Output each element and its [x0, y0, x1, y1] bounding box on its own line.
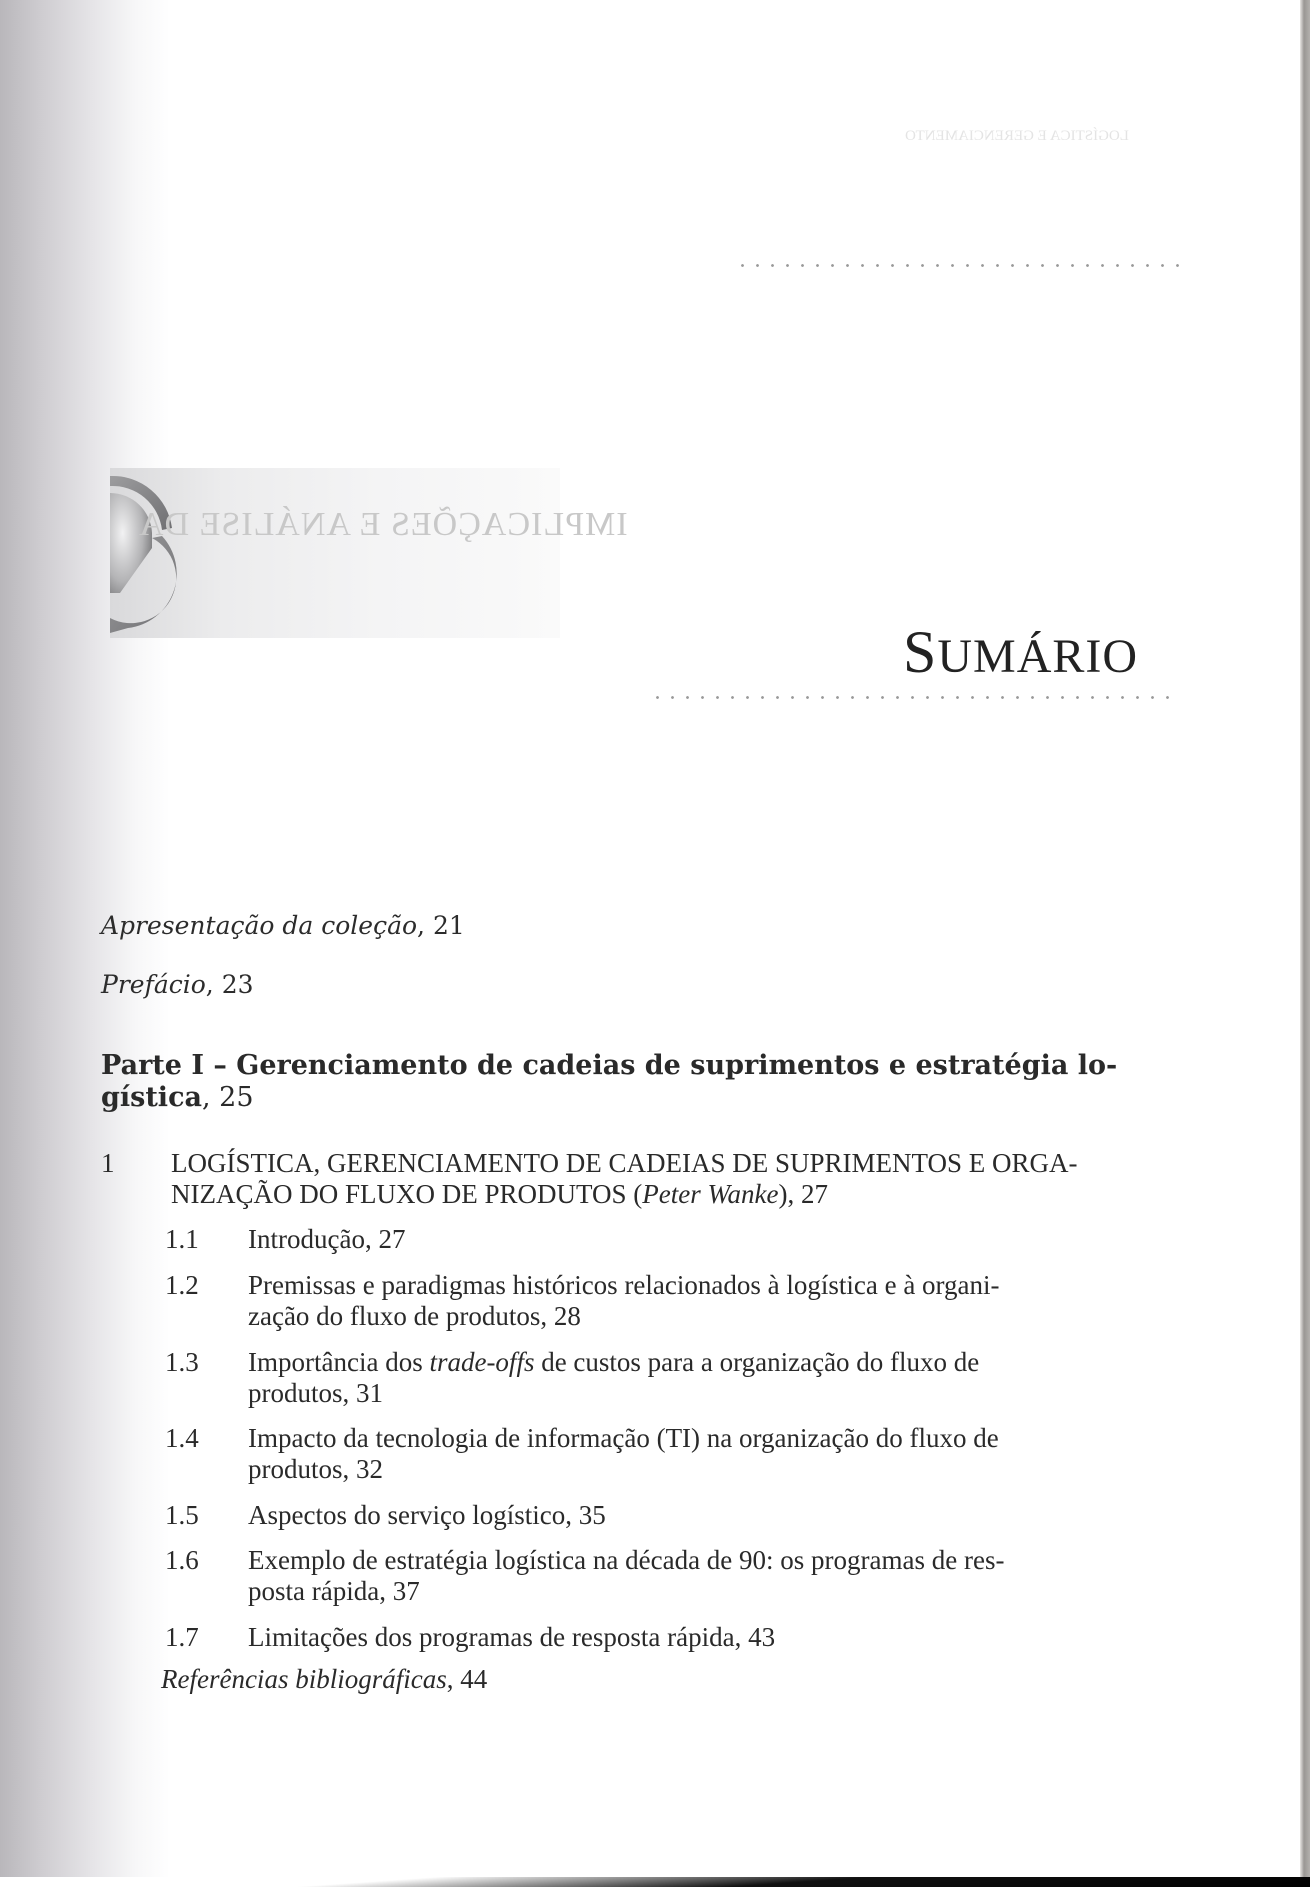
section-number: 1.5 — [165, 1500, 199, 1530]
toc-entry-apresentacao[interactable]: Apresentação da coleção, 21 — [101, 911, 465, 940]
page-right-edge — [1300, 0, 1310, 1887]
title-dotted-rule — [650, 696, 1180, 699]
emblem-arc-icon — [110, 468, 560, 638]
chapter-title-line2: NIZAÇÃO DO FLUXO DE PRODUTOS ( — [171, 1179, 643, 1209]
toc-entry-page: 23 — [221, 970, 254, 999]
section-title: Aspectos do serviço logístico, 35 — [248, 1500, 606, 1530]
toc-entry-label: Prefácio — [101, 970, 206, 999]
section-number: 1.7 — [165, 1622, 199, 1652]
chapter-emblem — [110, 468, 628, 638]
section-term-tradeoffs: trade-offs — [429, 1347, 535, 1377]
toc-entry-prefacio[interactable]: Prefácio, 23 — [101, 970, 254, 999]
part-page: 25 — [219, 1082, 254, 1113]
book-gutter-shadow — [0, 0, 170, 1887]
page-title — [903, 619, 1139, 685]
page-title-initial: S — [903, 619, 938, 685]
toc-references[interactable]: Referências bibliográficas, 44 — [161, 1664, 488, 1694]
emblem-ghost-text: IMPLICAÇÕES E ANÁLISE DA — [138, 506, 628, 543]
part-title-line2: gística — [101, 1082, 202, 1113]
references-label: Referências bibliográficas — [161, 1664, 447, 1694]
top-dotted-rule — [735, 264, 1185, 267]
references-page: 44 — [460, 1664, 488, 1694]
toc-part-1[interactable]: Parte I – Gerenciamento de cadeias de suprimentos e estratégia lo- gística, 25 — [101, 1050, 1118, 1113]
section-title-line2: produtos, 32 — [248, 1454, 383, 1484]
page-title-rest: UMÁRIO — [937, 630, 1139, 683]
section-number: 1.3 — [165, 1347, 199, 1377]
toc-entry-label: Apresentação da coleção — [101, 911, 418, 940]
section-title-line1: Exemplo de estratégia logística na década de 90: os programas de res- — [248, 1545, 1005, 1575]
page-bottom-edge — [0, 1877, 1310, 1887]
section-title-line1: Premissas e paradigmas históricos relacionados à logística e à organi- — [248, 1270, 1000, 1300]
section-title: Limitações dos programas de resposta rápida, 43 — [248, 1622, 776, 1652]
section-title-line2: zação do fluxo de produtos, 28 — [248, 1301, 581, 1331]
section-title: Introdução, 27 — [248, 1224, 406, 1254]
chapter-author: Peter Wanke — [642, 1179, 779, 1209]
toc-entry-page: 21 — [432, 911, 465, 940]
chapter-number: 1 — [101, 1148, 115, 1178]
section-number: 1.1 — [165, 1224, 199, 1254]
chapter-title-line1: LOGÍSTICA, GERENCIAMENTO DE CADEIAS DE SUPRIMENTOS E ORGA- — [171, 1148, 1078, 1178]
section-number: 1.2 — [165, 1270, 199, 1300]
section-title-line2: posta rápida, 37 — [248, 1576, 420, 1606]
section-title-line2: produtos, 31 — [248, 1378, 383, 1408]
section-number: 1.6 — [165, 1545, 199, 1575]
section-title-line1: Impacto da tecnologia de informação (TI) na organização do fluxo de — [248, 1423, 999, 1453]
section-number: 1.4 — [165, 1423, 199, 1453]
ghost-running-header: LOGÍSTICA E GERENCIAMENTO — [905, 128, 1129, 144]
part-title-line1: Parte I – Gerenciamento de cadeias de suprimentos e estratégia lo- — [101, 1050, 1118, 1081]
